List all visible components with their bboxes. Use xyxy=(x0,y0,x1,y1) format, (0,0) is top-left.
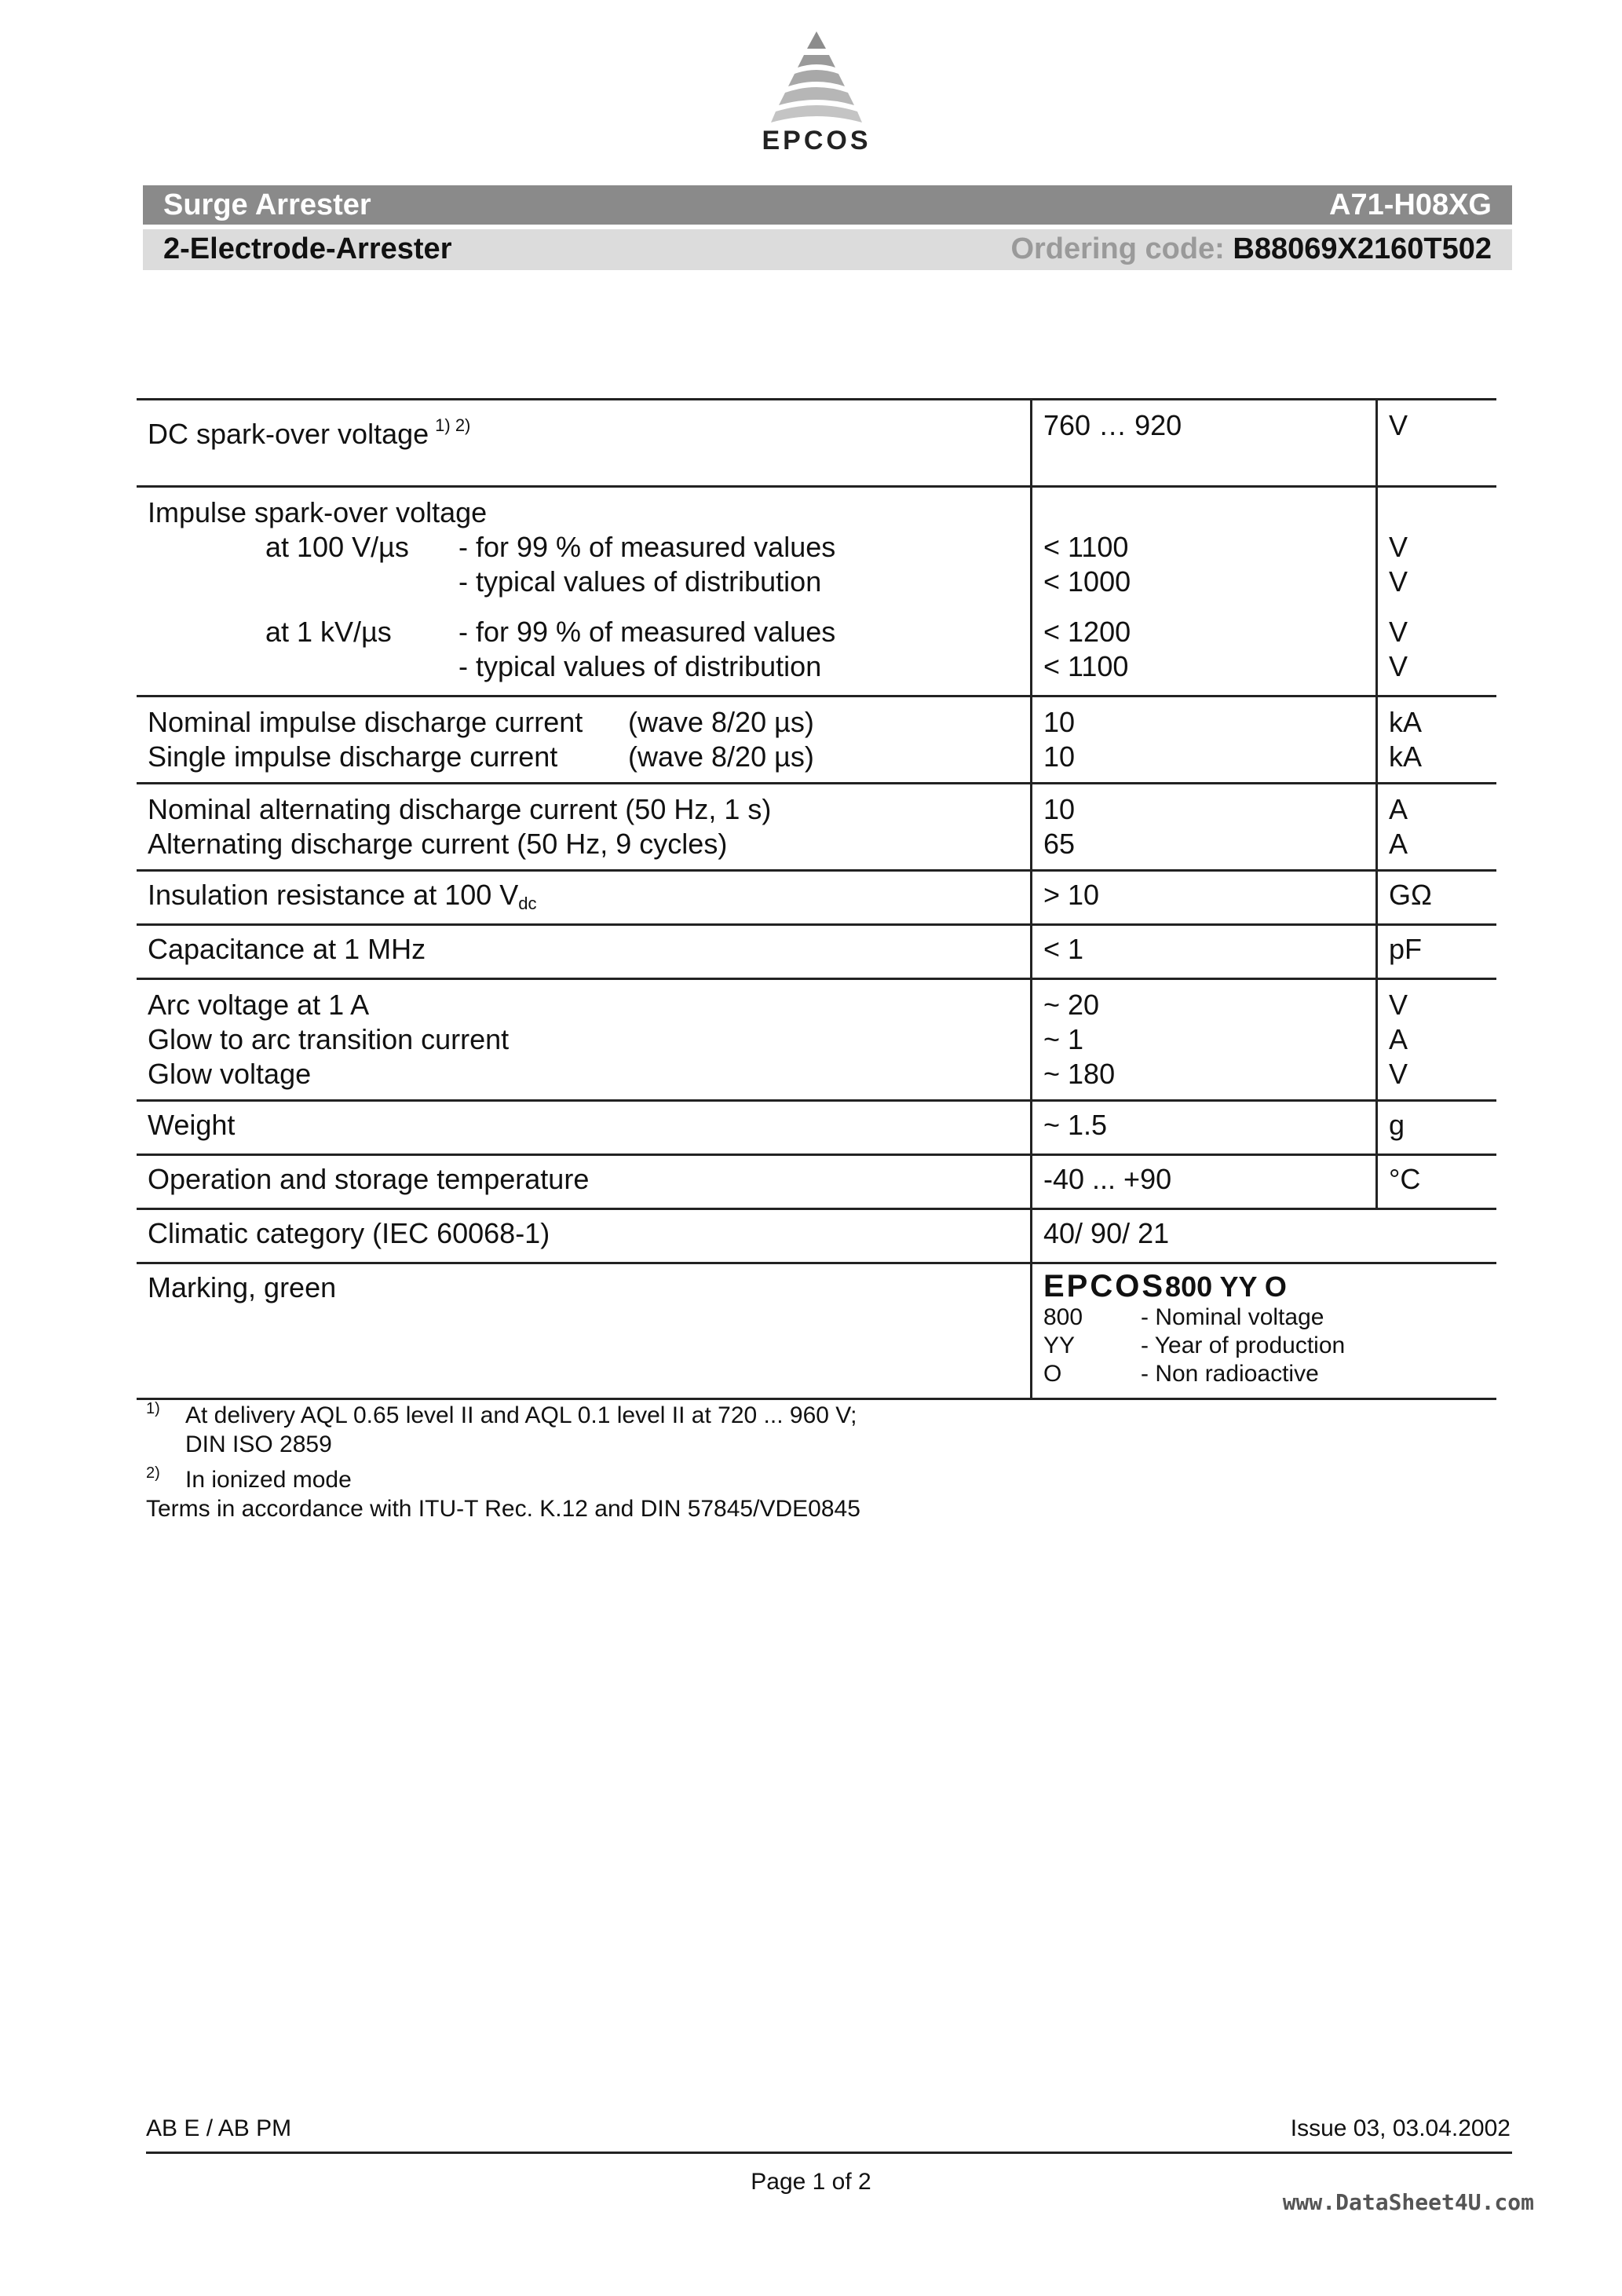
subtitle: 2-Electrode-Arrester xyxy=(163,232,452,265)
subtitle-bar xyxy=(143,229,1512,270)
capacitance-value: < 1 xyxy=(1043,933,1084,965)
insulation-subscript: dc xyxy=(518,894,537,913)
arc-value: ~ 20 xyxy=(1043,989,1100,1021)
arc-voltage-label: Arc voltage at 1 A xyxy=(148,989,370,1021)
ordering-code-label: Ordering code: xyxy=(1010,232,1225,265)
unit: A xyxy=(1389,1023,1408,1055)
impulse-value: < 1000 xyxy=(1043,565,1131,598)
table-row xyxy=(137,1208,1496,1262)
part-number: A71-H08XG xyxy=(1329,188,1492,221)
epcos-logo xyxy=(754,31,879,165)
alternating-label: Alternating discharge current (50 Hz, 9 cycles) xyxy=(148,828,728,860)
table-row xyxy=(137,923,1496,978)
table-row xyxy=(137,978,1496,1099)
specifications-table xyxy=(137,398,1496,1400)
impulse-unit: V xyxy=(1389,565,1408,598)
watermark: www.DataSheet4U.com xyxy=(1282,2189,1534,2215)
capacitance-label: Capacitance at 1 MHz xyxy=(148,933,426,965)
impulse-value: < 1100 xyxy=(1043,650,1129,682)
epcos-pyramid-icon xyxy=(769,31,864,124)
climatic-value: 40/ 90/ 21 xyxy=(1043,1217,1170,1249)
unit: kA xyxy=(1389,706,1423,738)
insulation-value: > 10 xyxy=(1043,879,1100,911)
table-row xyxy=(137,1262,1496,1400)
marking-label: Marking, green xyxy=(148,1271,337,1303)
table-row xyxy=(137,398,1496,485)
wave-label: (wave 8/20 µs) xyxy=(628,740,814,773)
impulse-title: Impulse spark-over voltage xyxy=(148,496,488,528)
ordering-code-block xyxy=(1010,232,1492,266)
impulse-value: < 1100 xyxy=(1043,531,1129,563)
footer-department: AB E / AB PM xyxy=(146,2115,292,2141)
impulse-rate-1k: at 1 kV/µs xyxy=(265,616,392,648)
unit: A xyxy=(1389,828,1408,860)
impulse-desc: - typical values of distribution xyxy=(458,650,822,682)
terms-text: Terms in accordance with ITU-T Rec. K.12 and DIN 57845/VDE0845 xyxy=(146,1496,860,1522)
table-row xyxy=(137,695,1496,782)
temperature-value: -40 ... +90 xyxy=(1043,1163,1172,1195)
footnotes xyxy=(146,1395,860,1523)
logo-wordmark: EPCOS xyxy=(762,126,871,155)
alternating-value: 10 xyxy=(1043,793,1076,825)
glow-voltage-label: Glow voltage xyxy=(148,1058,312,1090)
footnote-number: 1) xyxy=(146,1400,160,1417)
insulation-label: Insulation resistance at 100 V xyxy=(148,879,519,911)
impulse-desc: - for 99 % of measured values xyxy=(458,531,836,563)
impulse-unit: V xyxy=(1389,650,1408,682)
footnote-ref: 1) 2) xyxy=(435,415,471,435)
marking-key: YY xyxy=(1043,1333,1076,1358)
capacitance-unit: pF xyxy=(1389,933,1423,965)
climatic-label: Climatic category (IEC 60068-1) xyxy=(148,1217,550,1249)
title-bar xyxy=(143,185,1512,225)
marking-code: 800 YY O xyxy=(1165,1270,1287,1303)
dc-spark-unit: V xyxy=(1389,409,1408,441)
weight-value: ~ 1.5 xyxy=(1043,1109,1108,1141)
impulse-desc: - typical values of distribution xyxy=(458,565,822,598)
marking-desc: - Year of production xyxy=(1141,1333,1346,1358)
glow-arc-label: Glow to arc transition current xyxy=(148,1023,510,1055)
footnote-number: 2) xyxy=(146,1464,160,1482)
arc-value: ~ 180 xyxy=(1043,1058,1116,1090)
impulse-unit: V xyxy=(1389,616,1408,648)
footer-divider xyxy=(146,2152,1512,2154)
impulse-discharge-value: 10 xyxy=(1043,706,1076,738)
single-discharge-value: 10 xyxy=(1043,740,1076,773)
footnote-text: DIN ISO 2859 xyxy=(185,1431,332,1457)
marking-desc: - Nominal voltage xyxy=(1141,1304,1324,1330)
insulation-unit: GΩ xyxy=(1389,879,1432,911)
table-row xyxy=(137,1153,1496,1208)
impulse-unit: V xyxy=(1389,531,1408,563)
table-row xyxy=(137,782,1496,869)
table-row xyxy=(137,1099,1496,1153)
table-row xyxy=(137,869,1496,923)
temperature-unit: °C xyxy=(1389,1163,1421,1195)
impulse-rate-100: at 100 V/µs xyxy=(265,531,409,563)
impulse-value: < 1200 xyxy=(1043,616,1131,648)
marking-key: 800 xyxy=(1043,1304,1083,1330)
alternating-value: 65 xyxy=(1043,828,1076,860)
arc-value: ~ 1 xyxy=(1043,1023,1084,1055)
wave-label: (wave 8/20 µs) xyxy=(628,706,814,738)
page-number: Page 1 of 2 xyxy=(751,2169,871,2195)
marking-desc: - Non radioactive xyxy=(1141,1361,1319,1387)
impulse-desc: - for 99 % of measured values xyxy=(458,616,836,648)
unit: V xyxy=(1389,1058,1408,1090)
impulse-discharge-label: Nominal impulse discharge current xyxy=(148,706,583,738)
unit: V xyxy=(1389,989,1408,1021)
marking-key: O xyxy=(1043,1361,1062,1387)
weight-label: Weight xyxy=(148,1109,236,1141)
table-row xyxy=(137,485,1496,695)
product-type: Surge Arrester xyxy=(163,188,371,221)
footnote-text: In ionized mode xyxy=(185,1467,352,1493)
alternating-nominal-label: Nominal alternating discharge current (50 Hz, 1 s) xyxy=(148,793,772,825)
ordering-code: B88069X2160T502 xyxy=(1233,232,1492,265)
temperature-label: Operation and storage temperature xyxy=(148,1163,590,1195)
marking-logo: EPCOS xyxy=(1043,1269,1166,1303)
dc-spark-value: 760 … 920 xyxy=(1043,409,1182,441)
footer-issue: Issue 03, 03.04.2002 xyxy=(1290,2115,1511,2141)
dc-spark-label: DC spark-over voltage xyxy=(148,418,429,450)
unit: A xyxy=(1389,793,1408,825)
unit: kA xyxy=(1389,740,1423,773)
footnote-text: At delivery AQL 0.65 level II and AQL 0.1 level II at 720 ... 960 V; xyxy=(185,1402,857,1428)
weight-unit: g xyxy=(1389,1109,1405,1141)
single-discharge-label: Single impulse discharge current xyxy=(148,740,558,773)
